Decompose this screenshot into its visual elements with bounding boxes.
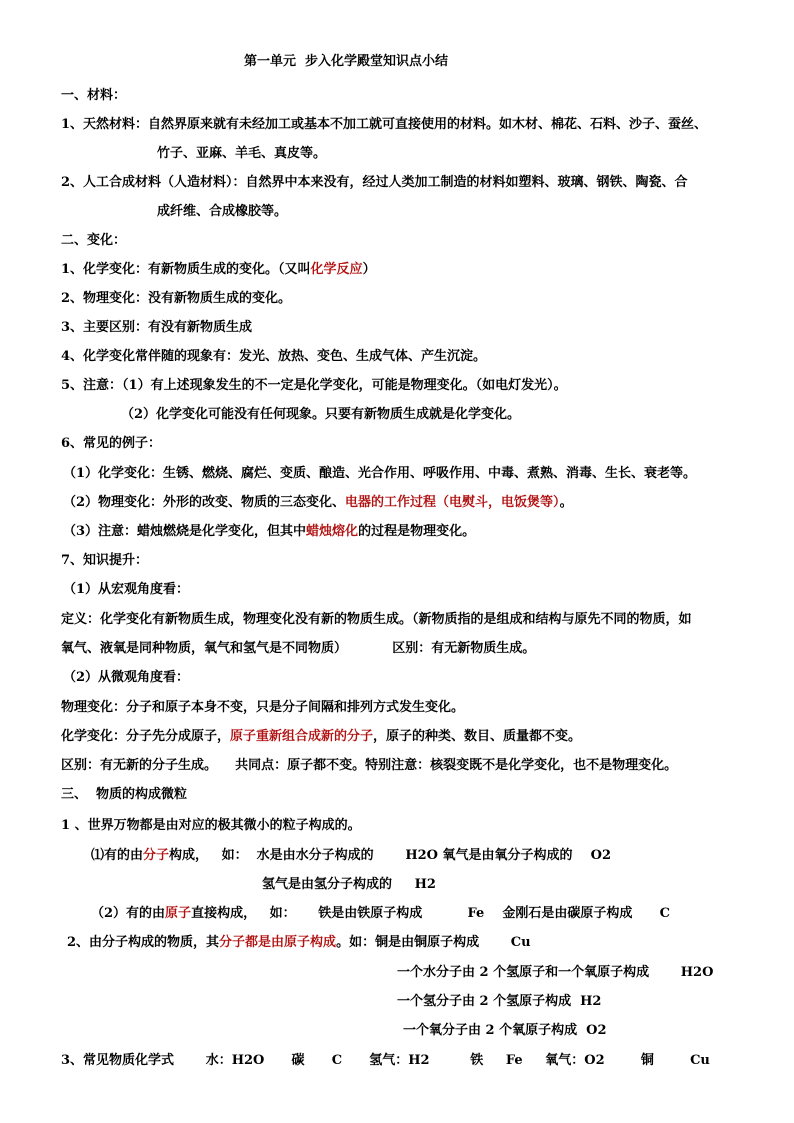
- text-segment: 化学变化：分子先分成原子，: [61, 729, 231, 744]
- text-segment: 2、由分子构成的物质，其: [67, 935, 220, 950]
- text-line: [61, 378, 567, 394]
- text-segment: 4、化学变化常伴随的现象有：发光、放热、变色、生成气体、产生沉淀。: [61, 349, 487, 364]
- text-segment: 物理变化：分子和原子本身不变，只是分子间隔和排列方式发生变化。: [61, 700, 465, 715]
- text-segment: 5、注意：（1）有上述现象发生的不一定是化学变化，可能是物理变化。（如电灯发光）。: [61, 378, 567, 393]
- text-segment: 7、知识提升：: [61, 553, 149, 568]
- text-line: [61, 641, 535, 657]
- text-line: [61, 612, 692, 628]
- highlighted-text: 分子: [143, 848, 170, 863]
- text-line: [61, 729, 581, 745]
- highlighted-text: 化学反应: [310, 262, 363, 277]
- highlighted-text: 原子重新组合成新的分子: [230, 729, 374, 744]
- text-line: [63, 582, 189, 598]
- text-line: [61, 758, 677, 774]
- text-line: [157, 204, 287, 220]
- text-line: [63, 466, 696, 482]
- text-segment: ⑴有的由: [91, 848, 144, 863]
- text-line: [61, 553, 148, 569]
- text-line: [63, 495, 573, 511]
- text-segment: （2）物理变化：外形的改变、物质的三态变化、: [63, 495, 346, 510]
- text-line: [61, 700, 464, 716]
- text-segment: （1）化学变化：生锈、燃烧、腐烂、变质、酿造、光合作用、呼吸作用、中毒、煮熟、消毒、生长、衰老等。: [63, 466, 697, 481]
- text-segment: 1、天然材料：自然界原来就有未经加工或基本不加工就可直接使用的材料。如木材、棉花、石料、沙子、蚕丝、: [61, 117, 708, 132]
- text-segment: 。: [559, 495, 573, 510]
- text-segment: （3）注意：蜡烛燃烧是化学变化，但其中: [63, 524, 307, 539]
- text-line: [397, 965, 713, 981]
- text-line: [121, 407, 520, 423]
- text-segment: （2）化学变化可能没有任何现象。只要有新物质生成就是化学变化。: [121, 407, 521, 422]
- text-line: [91, 906, 670, 922]
- text-segment: 氧气、液氧是同种物质，氧气和氢气是不同物质） 区别：有无新物质生成。: [61, 641, 536, 656]
- text-line: [157, 146, 326, 162]
- text-segment: 一个水分子由 2 个氢原子和一个氧原子构成 H2O: [397, 965, 714, 980]
- text-line: [63, 670, 189, 686]
- text-line: [61, 320, 252, 336]
- text-line: [61, 1053, 710, 1069]
- text-segment: 2、人工合成材料（人造材料）：自然界中本来没有，经过人类加工制造的材料如塑料、玻璃、钢铁、陶瓷、合: [61, 175, 688, 190]
- text-segment: 直接构成， 如： 铁是由铁原子构成 Fe 金刚石是由碳原子构成 C: [191, 906, 670, 921]
- text-segment: （2）从微观角度看：: [63, 670, 190, 685]
- text-line: [403, 1023, 607, 1039]
- text-segment: 1 、世界万物都是由对应的极其微小的粒子构成的。: [61, 818, 361, 833]
- text-segment: 一个氢分子由 2 个氢原子构成 H2: [397, 994, 602, 1009]
- text-segment: 定义：化学变化有新物质生成，物理变化没有新的物质生成。（新物质指的是组成和结构与原先不同的物质，如: [61, 612, 692, 627]
- text-line: [61, 291, 291, 307]
- text-segment: 。如：铜是由铜原子构成 Cu: [336, 935, 531, 950]
- text-segment: 的过程是物理变化。: [358, 524, 476, 539]
- highlighted-text: 电器的工作过程（电熨斗，电饭煲等）: [345, 495, 560, 510]
- text-segment: 3、常见物质化学式 水：H2O 碳 C 氢气：H2 铁 Fe 氧气：O2 铜 Cu: [61, 1053, 710, 1068]
- text-line: [61, 262, 376, 278]
- text-line: [61, 117, 707, 133]
- text-line: [61, 175, 688, 191]
- text-segment: 1、化学变化：有新物质生成的变化。（又叫: [61, 262, 311, 277]
- text-segment: 构成， 如： 水是由水分子构成的 H2O 氧气是由氧分子构成的 O2: [169, 848, 611, 863]
- text-segment: 6、常见的例子：: [61, 436, 162, 451]
- highlighted-text: 蜡烛熔化: [306, 524, 359, 539]
- text-segment: 2、物理变化：没有新物质生成的变化。: [61, 291, 292, 306]
- text-line: [61, 436, 161, 452]
- text-segment: 三、 物质的构成微粒: [61, 787, 188, 802]
- text-segment: 3、主要区别：有没有新物质生成: [61, 320, 253, 335]
- text-line: [63, 524, 475, 540]
- text-segment: 区别：有无新的分子生成。 共同点：原子都不变。特别注意：核裂变既不是化学变化，也不是物理变化。: [61, 758, 678, 773]
- text-segment: （2）有的由: [91, 906, 166, 921]
- page-title: 第一单元 步入化学殿堂知识点小结: [244, 54, 449, 69]
- text-line: [61, 787, 187, 803]
- text-line: [91, 848, 611, 864]
- text-segment: ，原子的种类、数目、质量都不变。: [373, 729, 582, 744]
- text-line: [262, 877, 436, 893]
- text-segment: 一、材料：: [61, 88, 127, 103]
- text-line: [397, 994, 601, 1010]
- text-line: [61, 818, 361, 834]
- text-line: [67, 935, 531, 951]
- text-segment: （1）从宏观角度看：: [63, 582, 190, 597]
- highlighted-text: 原子: [165, 906, 192, 921]
- text-segment: ）: [362, 262, 376, 277]
- highlighted-text: 分子都是由原子构成: [219, 935, 337, 950]
- text-segment: 一个氧分子由 2 个氧原子构成 O2: [403, 1023, 607, 1038]
- text-line: [61, 233, 126, 249]
- text-segment: 竹子、亚麻、羊毛、真皮等。: [157, 146, 327, 161]
- text-segment: 氢气是由氢分子构成的 H2: [262, 877, 436, 892]
- text-line: [61, 88, 126, 104]
- text-line: [61, 349, 486, 365]
- text-segment: 二、变化：: [61, 233, 127, 248]
- text-segment: 成纤维、合成橡胶等。: [157, 204, 288, 219]
